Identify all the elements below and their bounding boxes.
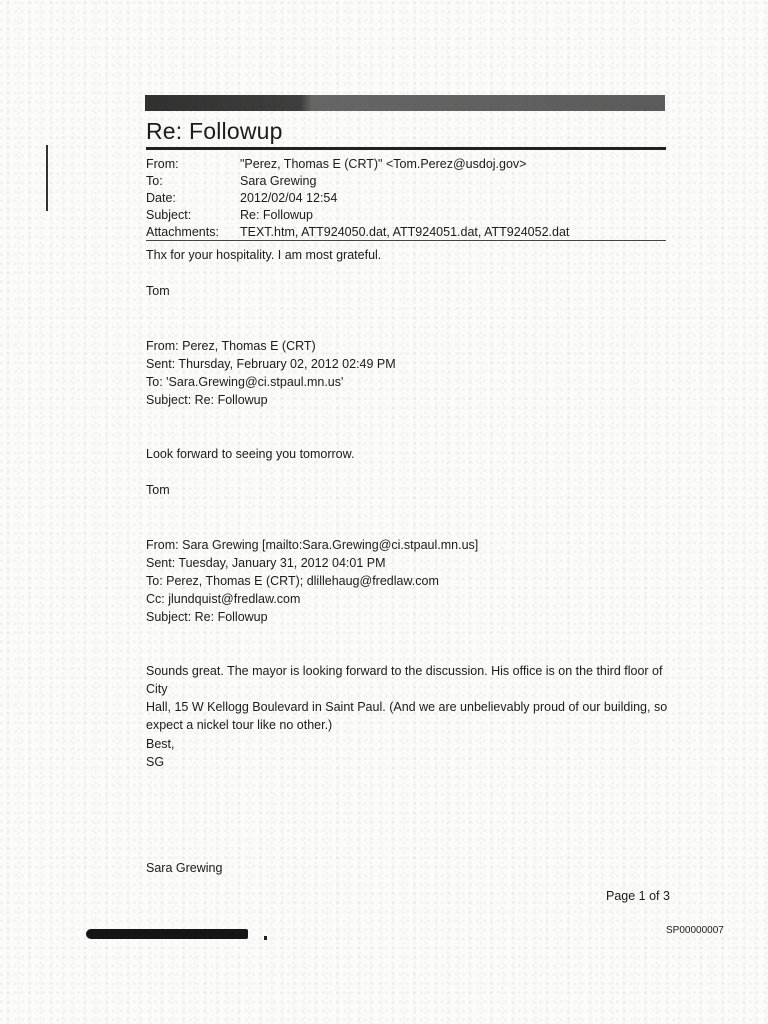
quoted2-best: Best, <box>146 737 175 751</box>
quoted1-body: Look forward to seeing you tomorrow. <box>146 447 355 461</box>
to-label: To: <box>146 174 163 188</box>
page-number: Page 1 of 3 <box>606 889 670 903</box>
quoted2-to: To: Perez, Thomas E (CRT); dlillehaug@fredlaw.com <box>146 574 439 588</box>
title-rule <box>146 147 666 150</box>
from-value: "Perez, Thomas E (CRT)" <Tom.Perez@usdoj.gov> <box>240 157 527 171</box>
quoted2-body-line3: expect a nickel tour like no other.) <box>146 718 333 732</box>
date-label: Date: <box>146 191 176 205</box>
redaction-bar-bottom <box>86 929 248 939</box>
header-row-date <box>146 190 666 207</box>
quoted1-to: To: 'Sara.Grewing@ci.stpaul.mn.us' <box>146 375 344 389</box>
quoted2-from: From: Sara Grewing [mailto:Sara.Grewing@ci.stpaul.mn.us] <box>146 538 479 552</box>
redaction-bar-top <box>145 95 665 111</box>
quoted1-sent: Sent: Thursday, February 02, 2012 02:49 PM <box>146 357 396 371</box>
quoted2-body-line2: Hall, 15 W Kellogg Boulevard in Saint Paul. (And we are unbelievably proud of our building, so <box>146 700 668 714</box>
message1-signature: Tom <box>146 284 170 298</box>
header-row-to <box>146 173 666 190</box>
date-value: 2012/02/04 12:54 <box>240 191 338 205</box>
quoted2-cc: Cc: jlundquist@fredlaw.com <box>146 592 301 606</box>
email-title: Re: Followup <box>146 118 283 144</box>
quoted1-header <box>146 337 666 409</box>
quoted2-body-line1: Sounds great. The mayor is looking forward to the discussion. His office is on the third floor of City <box>146 664 663 696</box>
quoted1-from: From: Perez, Thomas E (CRT) <box>146 339 316 353</box>
scan-speck <box>264 936 267 940</box>
header-row-subject <box>146 207 666 224</box>
quoted2-header <box>146 536 666 626</box>
quoted2-body <box>146 662 686 734</box>
subject-value: Re: Followup <box>240 208 313 222</box>
quoted2-subject: Subject: Re: Followup <box>146 610 268 624</box>
from-label: From: <box>146 157 179 171</box>
quoted2-initials: SG <box>146 755 165 769</box>
quoted1-signature: Tom <box>146 483 170 497</box>
message1-body: Thx for your hospitality. I am most grateful. <box>146 248 382 262</box>
to-value: Sara Grewing <box>240 174 317 188</box>
bates-number: SP00000007 <box>666 925 724 936</box>
quoted1-subject: Subject: Re: Followup <box>146 393 268 407</box>
quoted2-closing <box>146 735 666 771</box>
quoted2-sent: Sent: Tuesday, January 31, 2012 04:01 PM <box>146 556 386 570</box>
email-header <box>146 156 666 241</box>
margin-mark <box>46 145 48 211</box>
attachments-label: Attachments: <box>146 225 219 239</box>
attachments-value: TEXT.htm, ATT924050.dat, ATT924051.dat, ATT924052.dat <box>240 225 570 239</box>
header-rule <box>146 240 666 241</box>
subject-label: Subject: <box>146 208 192 222</box>
sender-name: Sara Grewing <box>146 861 223 875</box>
header-row-attachments <box>146 224 666 241</box>
header-row-from <box>146 156 666 173</box>
